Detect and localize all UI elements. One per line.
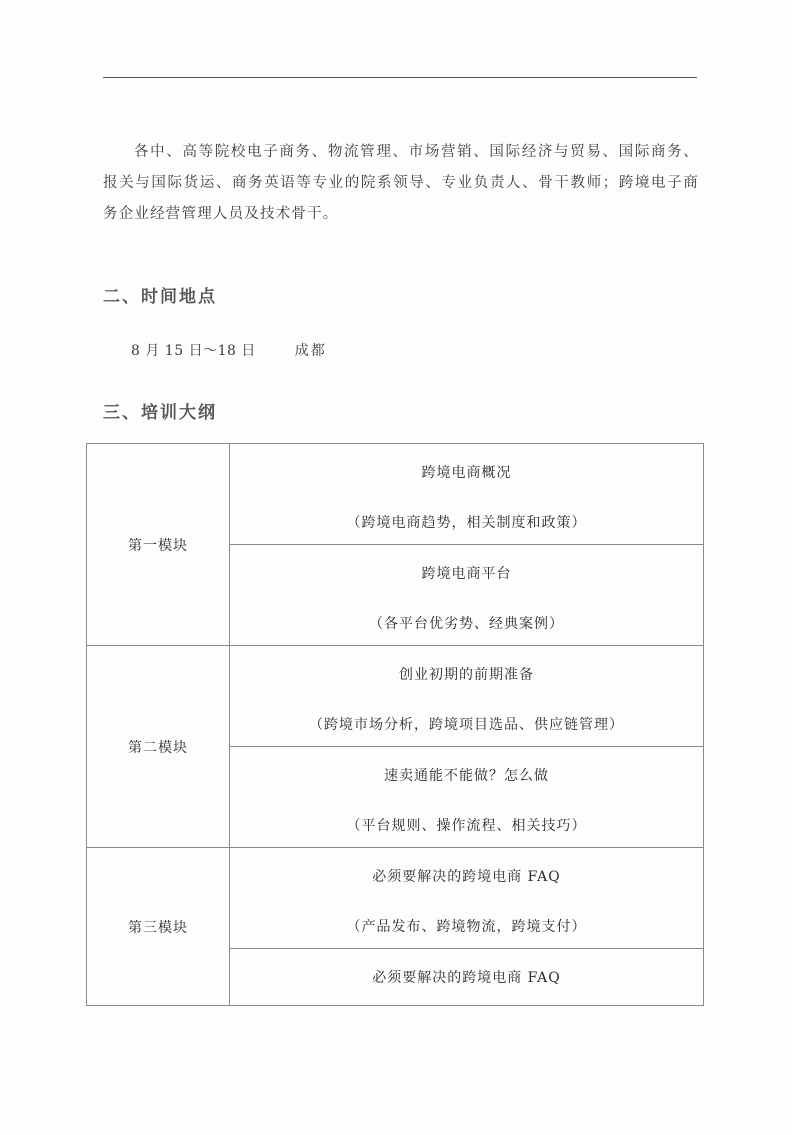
topic-title: 跨境电商平台 [421, 566, 512, 582]
topic-detail: （各平台优劣势、经典案例） [369, 616, 564, 632]
topic-detail: （平台规则、操作流程、相关技巧） [346, 818, 587, 834]
topic-title: 速卖通能不能做？怎么做 [384, 768, 549, 784]
topic-cell [230, 949, 704, 1006]
module-name-cell: 第三模块 [87, 848, 230, 1006]
topic-cell [230, 444, 704, 545]
topic-title: 创业初期的前期准备 [399, 667, 534, 683]
training-date: 8 月 15 日～18 日 [131, 343, 256, 359]
topic-detail: （跨境市场分析，跨境项目选品、供应链管理） [309, 717, 624, 733]
table-row [87, 848, 704, 949]
topic-cell [230, 747, 704, 848]
module-name-cell: 第一模块 [87, 444, 230, 646]
topic-title: 必须要解决的跨境电商 FAQ [372, 869, 561, 885]
topic-cell [230, 545, 704, 646]
time-place-line [131, 340, 327, 360]
training-outline-table [86, 443, 704, 1006]
topic-detail: （产品发布、跨境物流，跨境支付） [346, 919, 587, 935]
table-row [87, 444, 704, 545]
topic-cell [230, 646, 704, 747]
training-place: 成都 [294, 343, 327, 359]
topic-cell [230, 848, 704, 949]
table-row [87, 646, 704, 747]
header-rule [103, 77, 697, 78]
topic-title: 必须要解决的跨境电商 FAQ [372, 970, 561, 986]
section-heading-time-place: 二、时间地点 [103, 287, 217, 307]
module-name-cell: 第二模块 [87, 646, 230, 848]
topic-title: 跨境电商概况 [421, 465, 512, 481]
intro-paragraph: 各中、高等院校电子商务、物流管理、市场营销、国际经济与贸易、国际商务、报关与国际货运、商务英语等专业的院系领导、专业负责人、骨干教师；跨境电子商务企业经营管理人员及技术骨干。 [103, 144, 699, 222]
section-heading-outline: 三、培训大纲 [103, 403, 217, 423]
topic-detail: （跨境电商趋势，相关制度和政策） [346, 515, 587, 531]
